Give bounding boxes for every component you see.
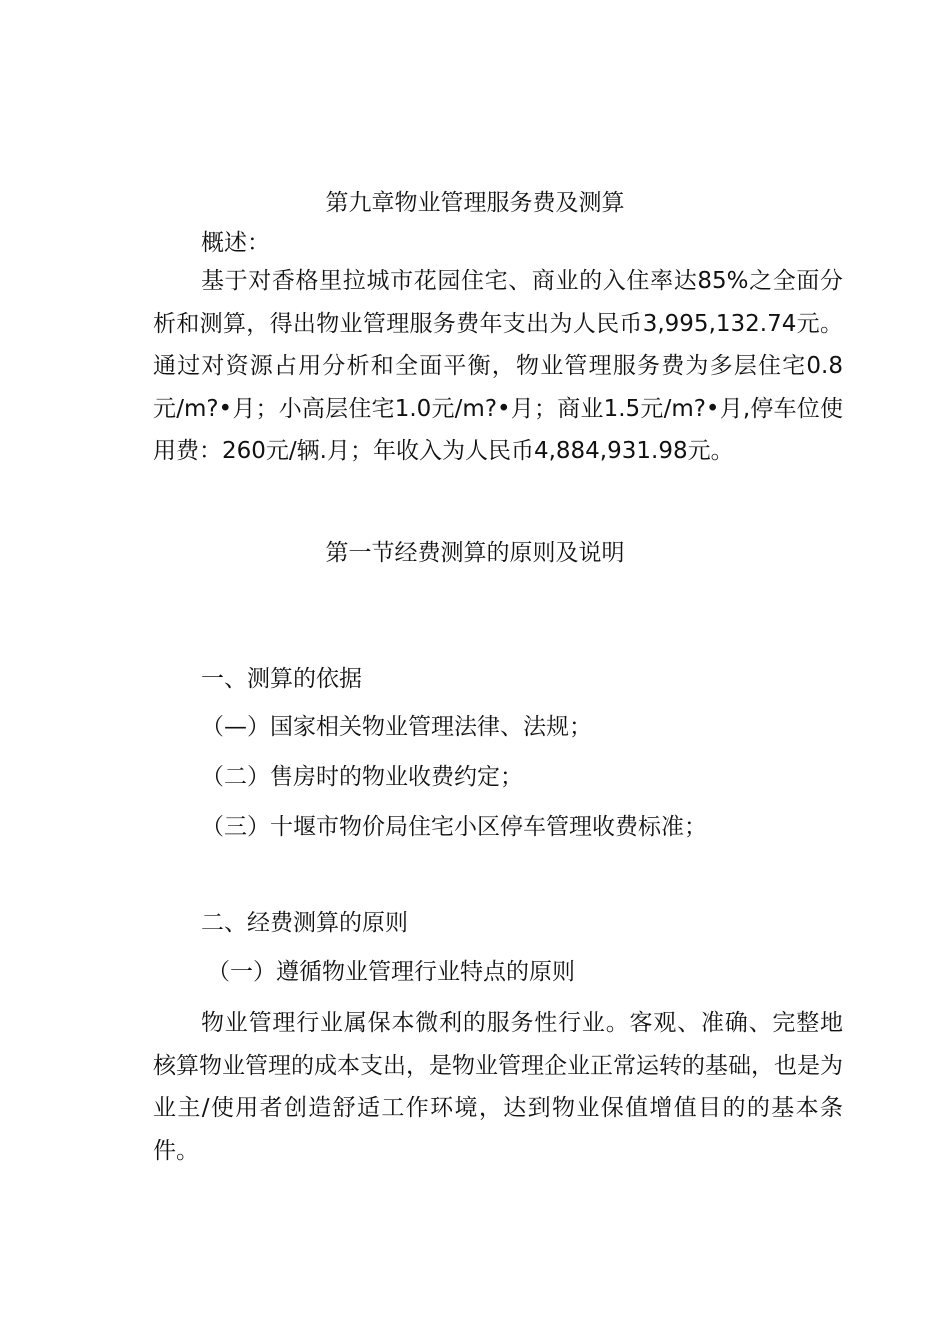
basis-item-2: （二）售房时的物业收费约定； [201,764,523,790]
basis-heading: 一、测算的依据 [201,666,362,692]
overview-label: 概述： [201,230,270,256]
principle-subheading-1: （一）遵循物业管理行业特点的原则 [207,959,575,985]
basis-item-1: （—）国家相关物业管理法律、法规； [201,714,592,740]
overview-paragraph: 基于对香格里拉城市花园住宅、商业的入住率达85%之全面分析和测算，得出物业管理服务费年支出为人民币3,995,132.74元。通过对资源占用分析和全面平衡，物业管理服务费为多层住宅0.8元/m?•月；小高层住宅1.0元/m?•月；商业1.5元/m?•月,停车位使用费：260元/辆.月；年收入为人民币4,884,931.98元。 [153,268,843,464]
section-title: 第一节经费测算的原则及说明 [325,540,625,566]
chapter-title: 第九章物业管理服务费及测算 [325,190,625,216]
basis-item-3: （三）十堰市物价局住宅小区停车管理收费标准； [201,814,707,840]
principle-paragraph: 物业管理行业属保本微利的服务性行业。客观、准确、完整地核算物业管理的成本支出，是物业管理企业正常运转的基础，也是为业主/使用者创造舒适工作环境，达到物业保值增值目的的基本条件。 [153,1010,843,1164]
principles-heading: 二、经费测算的原则 [201,910,408,936]
